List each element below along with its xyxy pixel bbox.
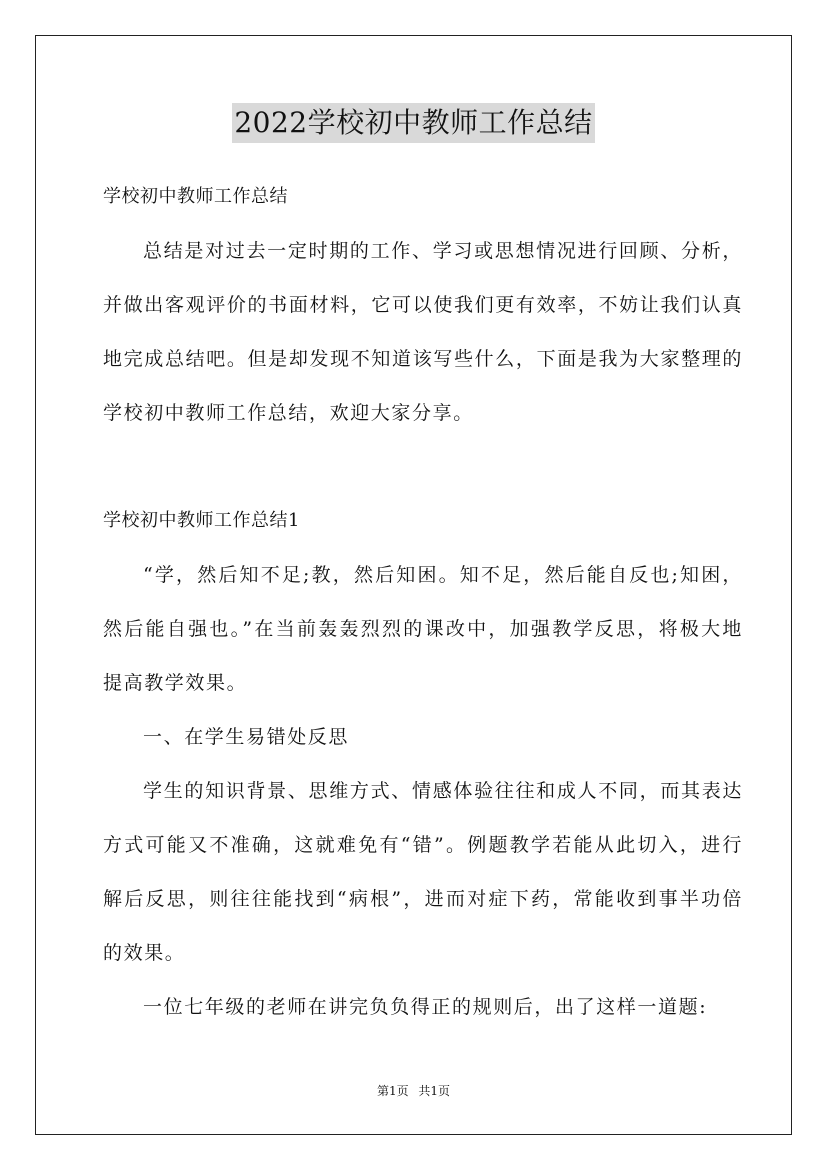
intro-paragraph: 总结是对过去一定时期的工作、学习或思想情况进行回顾、分析，并做出客观评价的书面材料，它可以使我们更有效率，不妨让我们认真地完成总结吧。但是却发现不知道该写些什么，下面是我为大家整理的学校初中教师工作总结，欢迎大家分享。 <box>103 240 743 424</box>
page-footer <box>0 1082 827 1099</box>
body-paragraph-2: 学生的知识背景、思维方式、情感体验往往和成人不同，而其表达方式可能又不准确，这就难免有“错”。例题教学若能从此切入，进行解后反思，则往往能找到“病根”，进而对症下药，常能收到事半功倍的效果。 <box>103 780 743 964</box>
document-body <box>103 170 743 1034</box>
point-heading-1: 一、在学生易错处反思 <box>143 726 350 748</box>
paragraph-gap <box>103 440 743 494</box>
document-subtitle: 学校初中教师工作总结 <box>103 186 288 207</box>
body-paragraph-3: 一位七年级的老师在讲完负负得正的规则后，出了这样一道题: <box>143 996 708 1018</box>
page-total: 共1页 <box>418 1084 451 1098</box>
document-title: 2022学校初中教师工作总结 <box>232 103 594 143</box>
title-container <box>0 103 827 143</box>
section-heading-1: 学校初中教师工作总结1 <box>103 510 300 531</box>
quote-paragraph: “学，然后知不足;教，然后知困。知不足，然后能自反也;知困，然后能自强也。”在当前轰轰烈烈的课改中，加强教学反思，将极大地提高教学效果。 <box>103 564 743 694</box>
page-number: 第1页 <box>376 1084 409 1098</box>
